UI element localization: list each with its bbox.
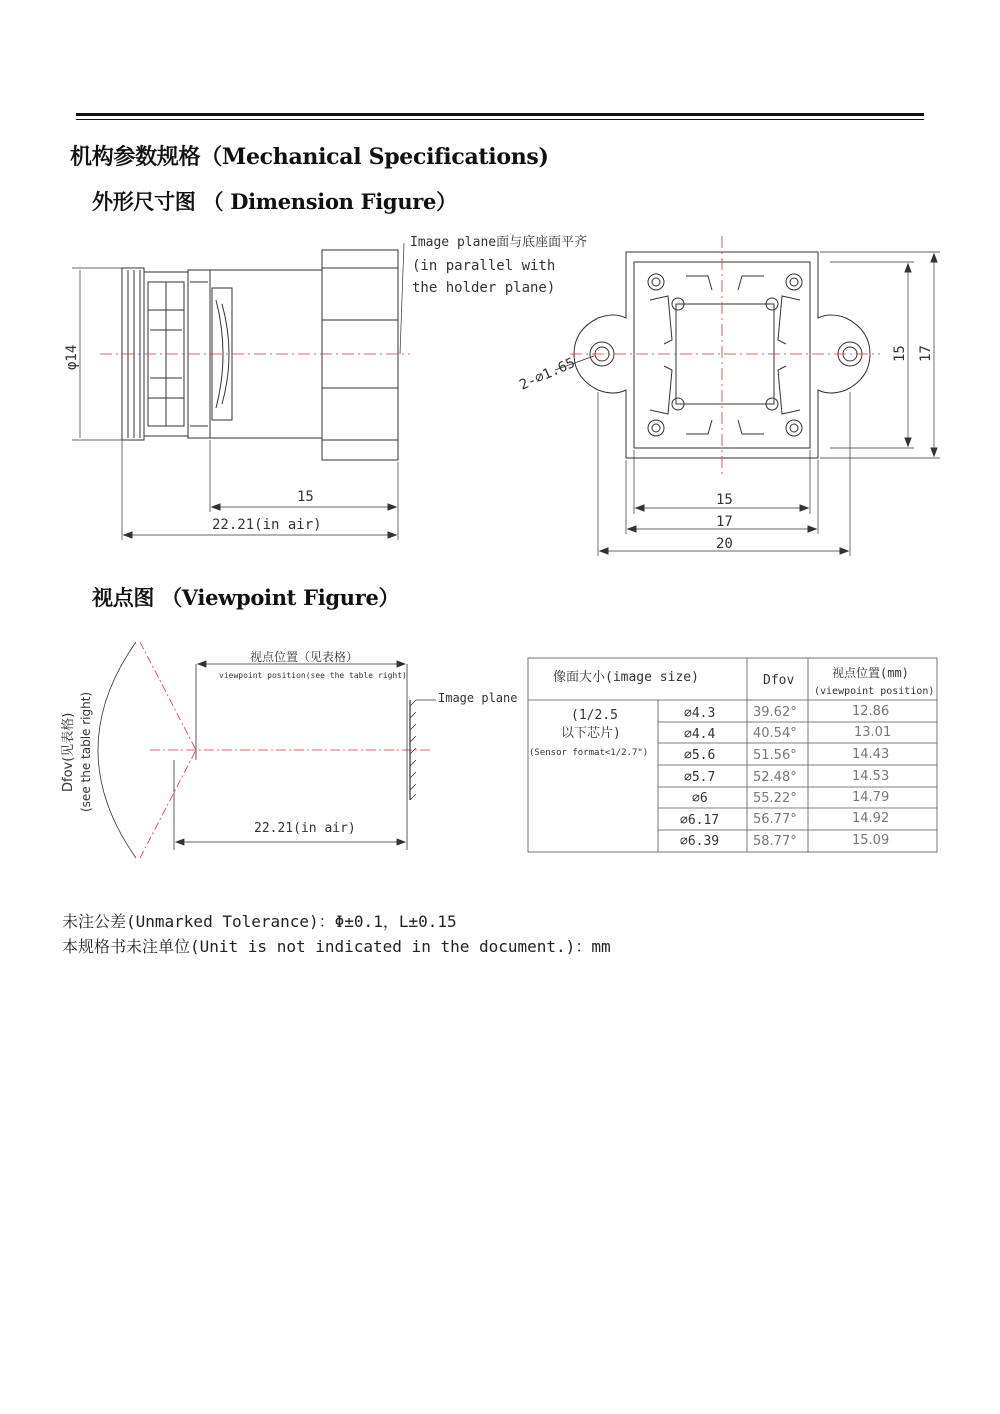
row-image-size: ⌀6 [692, 791, 708, 806]
table-row [684, 747, 889, 763]
table-rows [680, 704, 891, 849]
row-dfov: 56.77° [753, 812, 797, 827]
row-viewpoint: 13.01 [854, 725, 892, 740]
row-image-size: ⌀5.6 [684, 748, 716, 763]
table-row [684, 704, 889, 721]
image-plane-label: Image plane [438, 691, 518, 705]
row-viewpoint: 14.92 [852, 811, 890, 826]
length-15-label: 15 [297, 489, 314, 505]
sensor-line-3: (Sensor format<1/2.7") [529, 748, 649, 758]
holder-15-bottom: 15 [716, 492, 733, 508]
dimension-heading: 外形尺寸图 （ Dimension Figure） [92, 189, 457, 214]
table-header-dfov: Dfov [763, 673, 795, 688]
table-header-image-size: 像面大小(image size) [553, 670, 699, 685]
row-image-size: ⌀6.39 [680, 834, 720, 849]
row-dfov: 51.56° [753, 748, 797, 763]
unit-note: 本规格书未注单位(Unit is not indicated in the document.)：mm [62, 937, 611, 956]
holder-20-bottom: 20 [716, 536, 733, 552]
row-dfov: 58.77° [753, 834, 797, 849]
lens-side-view [72, 243, 410, 540]
length-total-label: 22.21(in air) [212, 517, 322, 533]
row-dfov: 52.48° [753, 770, 797, 785]
sensor-line-2: 以下芯片) [561, 726, 621, 741]
table-row [692, 790, 889, 806]
dfov-label-2: (see the table right) [79, 691, 93, 812]
row-viewpoint: 14.79 [852, 790, 890, 805]
viewpoint-position-label: 视点位置（见表格） [250, 650, 359, 664]
image-plane-note-2: (in parallel with [412, 258, 556, 274]
row-image-size: ⌀5.7 [684, 770, 716, 785]
row-viewpoint: 12.86 [852, 704, 890, 719]
viewpoint-heading: 视点图 （Viewpoint Figure） [92, 585, 400, 610]
holder-15-side: 15 [892, 345, 908, 362]
dfov-label-1: Dfov(见表格) [61, 712, 76, 792]
table-row [680, 833, 889, 849]
image-plane-note-3: the holder plane) [412, 280, 556, 296]
table-header-viewpoint-en: (viewpoint position) [814, 686, 935, 697]
row-viewpoint: 14.53 [852, 769, 890, 784]
table-header-viewpoint: 视点位置(mm) [832, 666, 909, 680]
row-viewpoint: 15.09 [852, 833, 890, 848]
viewpoint-position-en: viewpoint position(see the table right) [219, 671, 407, 680]
row-dfov: 55.22° [753, 791, 797, 806]
sensor-line-1: (1/2.5 [571, 708, 618, 723]
page-title: 机构参数规格（Mechanical Specifications) [70, 144, 549, 170]
image-plane-note-1: Image plane面与底座面平齐 [410, 235, 588, 250]
row-dfov: 40.54° [753, 726, 797, 741]
diameter-label: φ14 [64, 344, 80, 370]
row-image-size: ⌀4.3 [684, 706, 716, 721]
table-row [684, 769, 889, 785]
row-viewpoint: 14.43 [852, 747, 890, 762]
table-row [680, 811, 889, 828]
viewpoint-length-total: 22.21(in air) [254, 821, 356, 836]
holder-top-view [555, 236, 940, 556]
holder-17-bottom: 17 [716, 514, 733, 530]
row-dfov: 39.62° [753, 705, 797, 720]
row-image-size: ⌀6.17 [680, 813, 720, 828]
row-image-size: ⌀4.4 [684, 727, 716, 742]
hole-label: 2-⌀1.65 [517, 355, 578, 394]
tolerance-note: 未注公差(Unmarked Tolerance)：Φ±0.1，L±0.15 [62, 912, 457, 931]
table-row [684, 725, 891, 742]
holder-17-side: 17 [918, 345, 934, 362]
